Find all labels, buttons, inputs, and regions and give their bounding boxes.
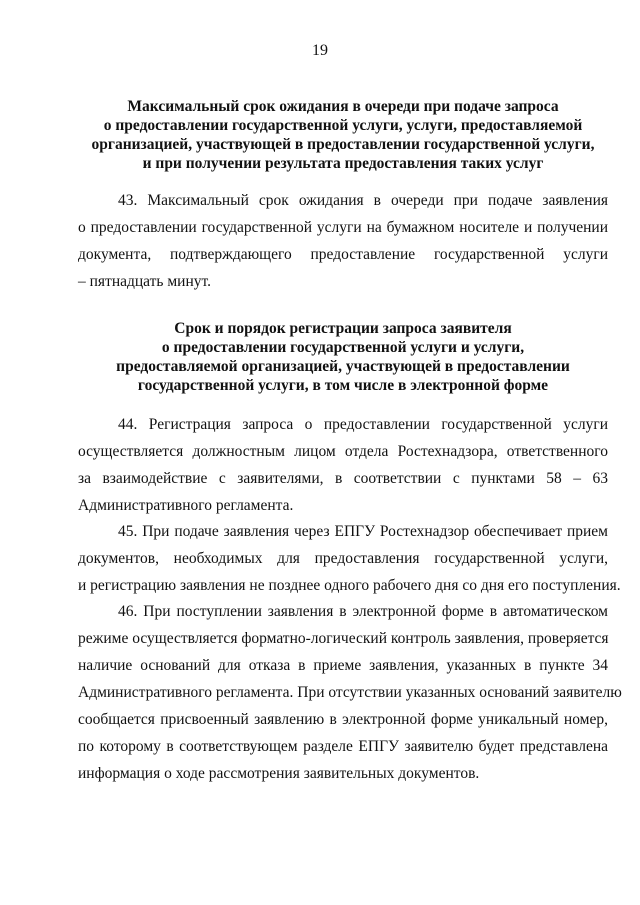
paragraph-46 xyxy=(78,598,622,787)
paragraph-line: 46. При поступлении заявления в электронной форме в автоматическом xyxy=(118,603,608,620)
heading-line: предоставляемой организацией, участвующей в предоставлении xyxy=(116,358,570,375)
paragraph-line: сообщается присвоенный заявлению в электронной форме уникальный номер, xyxy=(78,711,608,728)
paragraph-line: Административного регламента. xyxy=(78,497,294,514)
paragraph-45 xyxy=(78,518,621,599)
paragraph-line: информация о ходе рассмотрения заявительных документов. xyxy=(78,765,480,782)
paragraph-line: режиме осуществляется форматно-логический контроль заявления, проверяется xyxy=(78,630,609,647)
heading-line: организацией, участвующей в предоставлении государственной услуги, xyxy=(91,136,595,153)
heading-line: о предоставлении государственной услуги и услуги, xyxy=(161,339,525,356)
section-heading-registration xyxy=(78,319,608,395)
paragraph-line: наличие оснований для отказа в приеме заявления, указанных в пункте 34 xyxy=(78,657,608,674)
paragraph-line: по которому в соответствующем разделе ЕПГУ заявителю будет представлена xyxy=(78,738,608,755)
paragraph-line: 44. Регистрация запроса о предоставлении государственной услуги xyxy=(118,416,608,433)
paragraph-line: осуществляется должностным лицом отдела Ростехнадзора, ответственного xyxy=(78,443,608,460)
paragraph-line: документа, подтверждающего предоставление государственной услуги xyxy=(78,246,608,263)
paragraph-44 xyxy=(78,411,608,519)
heading-line: о предоставлении государственной услуги, услуги, предоставляемой xyxy=(103,117,583,134)
heading-line: Максимальный срок ожидания в очереди при подаче запроса xyxy=(127,98,559,115)
section-heading-waiting-time xyxy=(78,97,608,173)
heading-line: государственной услуги, в том числе в электронной форме xyxy=(137,377,549,394)
paragraph-line: за взаимодействие с заявителями, в соответствии с пунктами 58 – 63 xyxy=(78,470,608,487)
paragraph-line: Административного регламента. При отсутствии указанных оснований заявителю xyxy=(78,684,622,701)
paragraph-line: – пятнадцать минут. xyxy=(78,273,212,290)
paragraph-line: о предоставлении государственной услуги на бумажном носителе и получении xyxy=(78,219,608,236)
heading-line: Срок и порядок регистрации запроса заявителя xyxy=(174,320,512,337)
paragraph-line: документов, необходимых для предоставления государственной услуги, xyxy=(78,550,608,567)
heading-line: и при получении результата предоставления таких услуг xyxy=(142,155,544,172)
paragraph-line: 45. При подаче заявления через ЕПГУ Ростехнадзор обеспечивает прием xyxy=(118,523,608,540)
page-number: 19 xyxy=(312,42,328,59)
paragraph-line: и регистрацию заявления не позднее одного рабочего дня со дня его поступления. xyxy=(78,577,621,594)
paragraph-line: 43. Максимальный срок ожидания в очереди при подаче заявления xyxy=(118,192,608,209)
paragraph-43 xyxy=(78,187,608,295)
